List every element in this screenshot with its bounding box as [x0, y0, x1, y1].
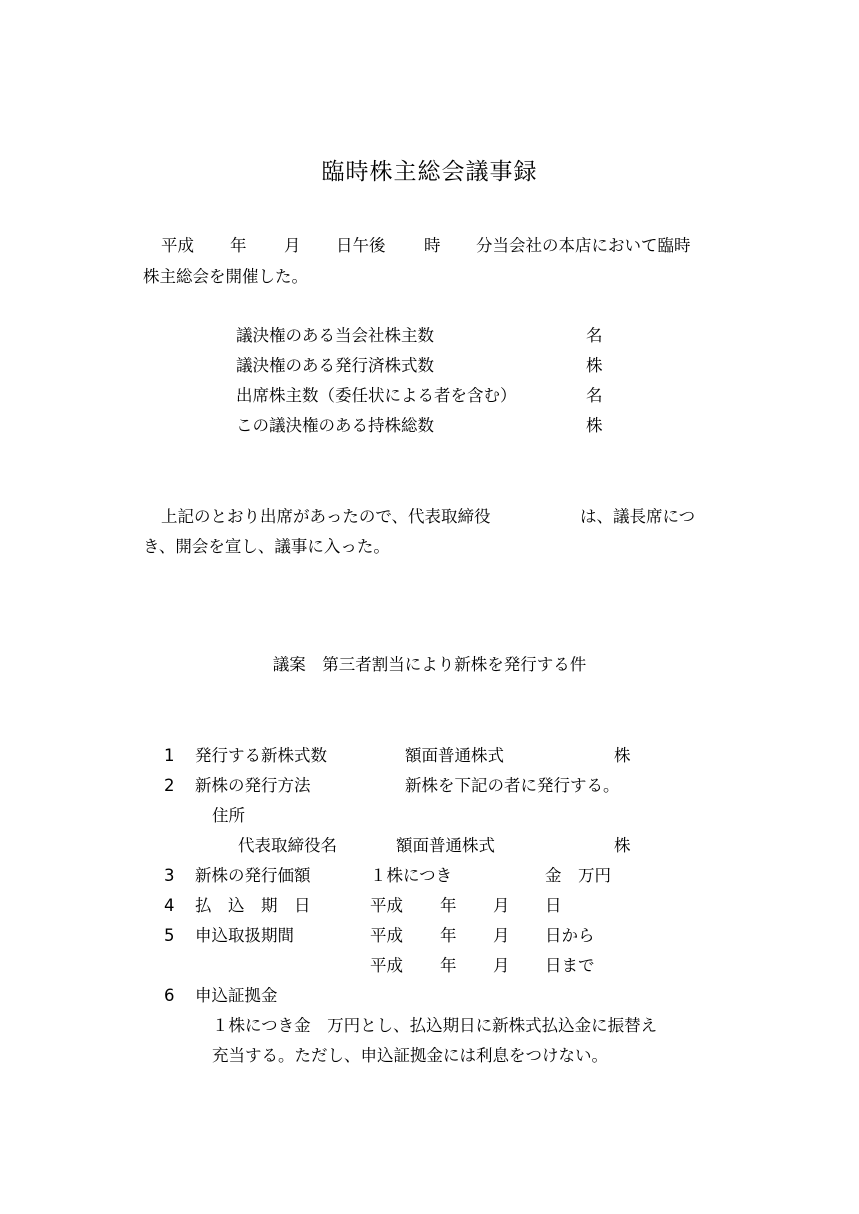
chair-line1-b: は、議長席につ	[580, 507, 696, 526]
item-number: 6	[164, 986, 175, 1005]
item-number: 1	[164, 746, 175, 765]
deposit-line1: １株につき金 万円とし、払込期日に新株式払込金に振替え	[212, 1016, 658, 1035]
item-label: 申込取扱期間	[195, 926, 294, 945]
item-label: 新株の発行方法	[195, 776, 311, 795]
rep-unit: 株	[614, 836, 631, 855]
item-unit: 株	[614, 746, 631, 765]
opening-hour: 時	[424, 236, 441, 255]
item-value: 新株を下記の者に発行する。	[405, 776, 620, 795]
item-label: 払 込 期 日	[195, 896, 311, 915]
date-heisei: 平成	[370, 896, 403, 915]
item-label: 申込証拠金	[195, 986, 278, 1005]
date-month: 月	[493, 896, 510, 915]
item-label: 新株の発行価額	[195, 866, 311, 885]
rep-label: 代表取締役名	[238, 836, 337, 855]
chair-line1-a: 上記のとおり出席があったので、代表取締役	[161, 507, 491, 526]
opening-rest: 分当会社の本店において臨時	[476, 236, 691, 255]
address-label: 住所	[212, 806, 245, 825]
stat-label: 議決権のある当会社株主数	[236, 326, 434, 345]
item-number: 2	[164, 776, 175, 795]
item-value: １株につき	[370, 866, 453, 885]
date-year: 年	[440, 956, 457, 975]
date-day-to: 日まで	[545, 956, 595, 975]
proposal-heading: 議案 第三者割当により新株を発行する件	[272, 655, 587, 674]
opening-day-pm: 日午後	[336, 236, 386, 255]
item-number: 4	[164, 896, 175, 915]
opening-month: 月	[284, 236, 301, 255]
stat-label: 議決権のある発行済株式数	[236, 356, 434, 375]
date-year: 年	[440, 896, 457, 915]
item-number: 3	[164, 866, 175, 885]
deposit-line2: 充当する。ただし、申込証拠金には利息をつけない。	[212, 1046, 608, 1065]
opening-year: 年	[230, 236, 247, 255]
stat-label: この議決権のある持株総数	[236, 416, 434, 435]
date-heisei: 平成	[370, 926, 403, 945]
date-month: 月	[493, 926, 510, 945]
stat-unit: 株	[586, 416, 603, 435]
item-value: 額面普通株式	[405, 746, 504, 765]
stat-unit: 株	[586, 356, 603, 375]
opening-line2: 株主総会を開催した。	[143, 267, 308, 286]
item-number: 5	[164, 926, 175, 945]
stat-unit: 名	[586, 326, 603, 345]
date-year: 年	[440, 926, 457, 945]
date-day: 日	[545, 896, 562, 915]
document-title: 臨時株主総会議事録	[321, 159, 538, 185]
chair-line2: き、開会を宣し、議事に入った。	[143, 537, 390, 556]
item-amount: 金 万円	[545, 866, 611, 885]
stat-label: 出席株主数（委任状による者を含む）	[236, 386, 517, 405]
rep-value: 額面普通株式	[396, 836, 495, 855]
stat-unit: 名	[586, 386, 603, 405]
opening-heisei: 平成	[161, 236, 194, 255]
date-day-from: 日から	[545, 926, 595, 945]
date-month: 月	[493, 956, 510, 975]
item-label: 発行する新株式数	[195, 746, 327, 765]
date-heisei: 平成	[370, 956, 403, 975]
